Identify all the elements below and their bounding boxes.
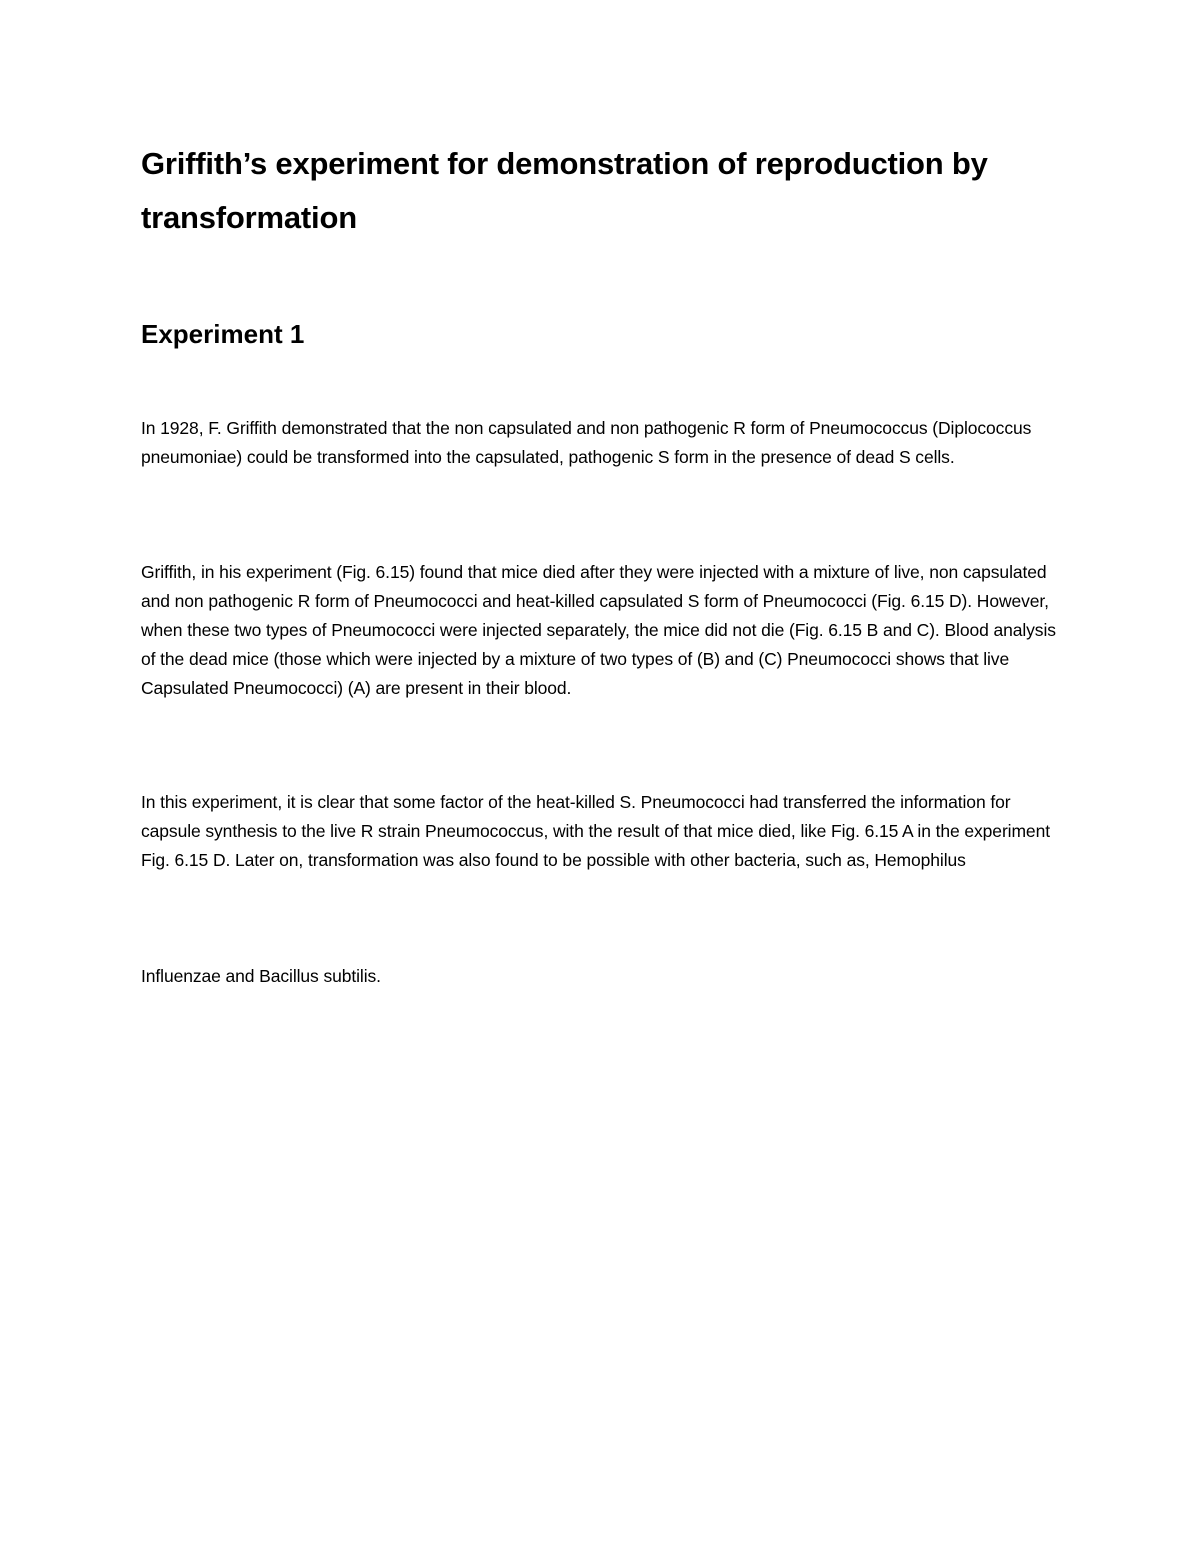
paragraph-3: In this experiment, it is clear that some factor of the heat-killed S. Pneumococci had transferred the information for capsule synthesis to the live R strain Pneumococcus, with the result of that mice died, like Fig. 6.15 A in the experiment Fig. 6.15 D. Later on, transformation was also found to be possible with other bacteria, such as, Hemophilus	[141, 792, 1050, 870]
paragraph-4: Influenzae and Bacillus subtilis.	[141, 966, 381, 986]
paragraph-1: In 1928, F. Griffith demonstrated that the non capsulated and non pathogenic R form of Pneumococcus (Diplococcus pneumoniae) could be transformed into the capsulated, pathogenic S form in the presence of dead S cells.	[141, 418, 1032, 467]
paragraph-2: Griffith, in his experiment (Fig. 6.15) found that mice died after they were injected with a mixture of live, non capsulated and non pathogenic R form of Pneumococci and heat-killed capsulated S form of Pneumococci (Fig. 6.15 D). However, when these two types of Pneumococci were injected separately, the mice did not die (Fig. 6.15 B and C). Blood analysis of the dead mice (those which were injected by a mixture of two types of (B) and (C) Pneumococci shows that live Capsulated Pneumococci) (A) are present in their blood.	[141, 562, 1056, 698]
section-heading: Experiment 1	[141, 319, 305, 349]
document-title: Griffith’s experiment for demonstration of reproduction by transformation	[141, 146, 988, 235]
